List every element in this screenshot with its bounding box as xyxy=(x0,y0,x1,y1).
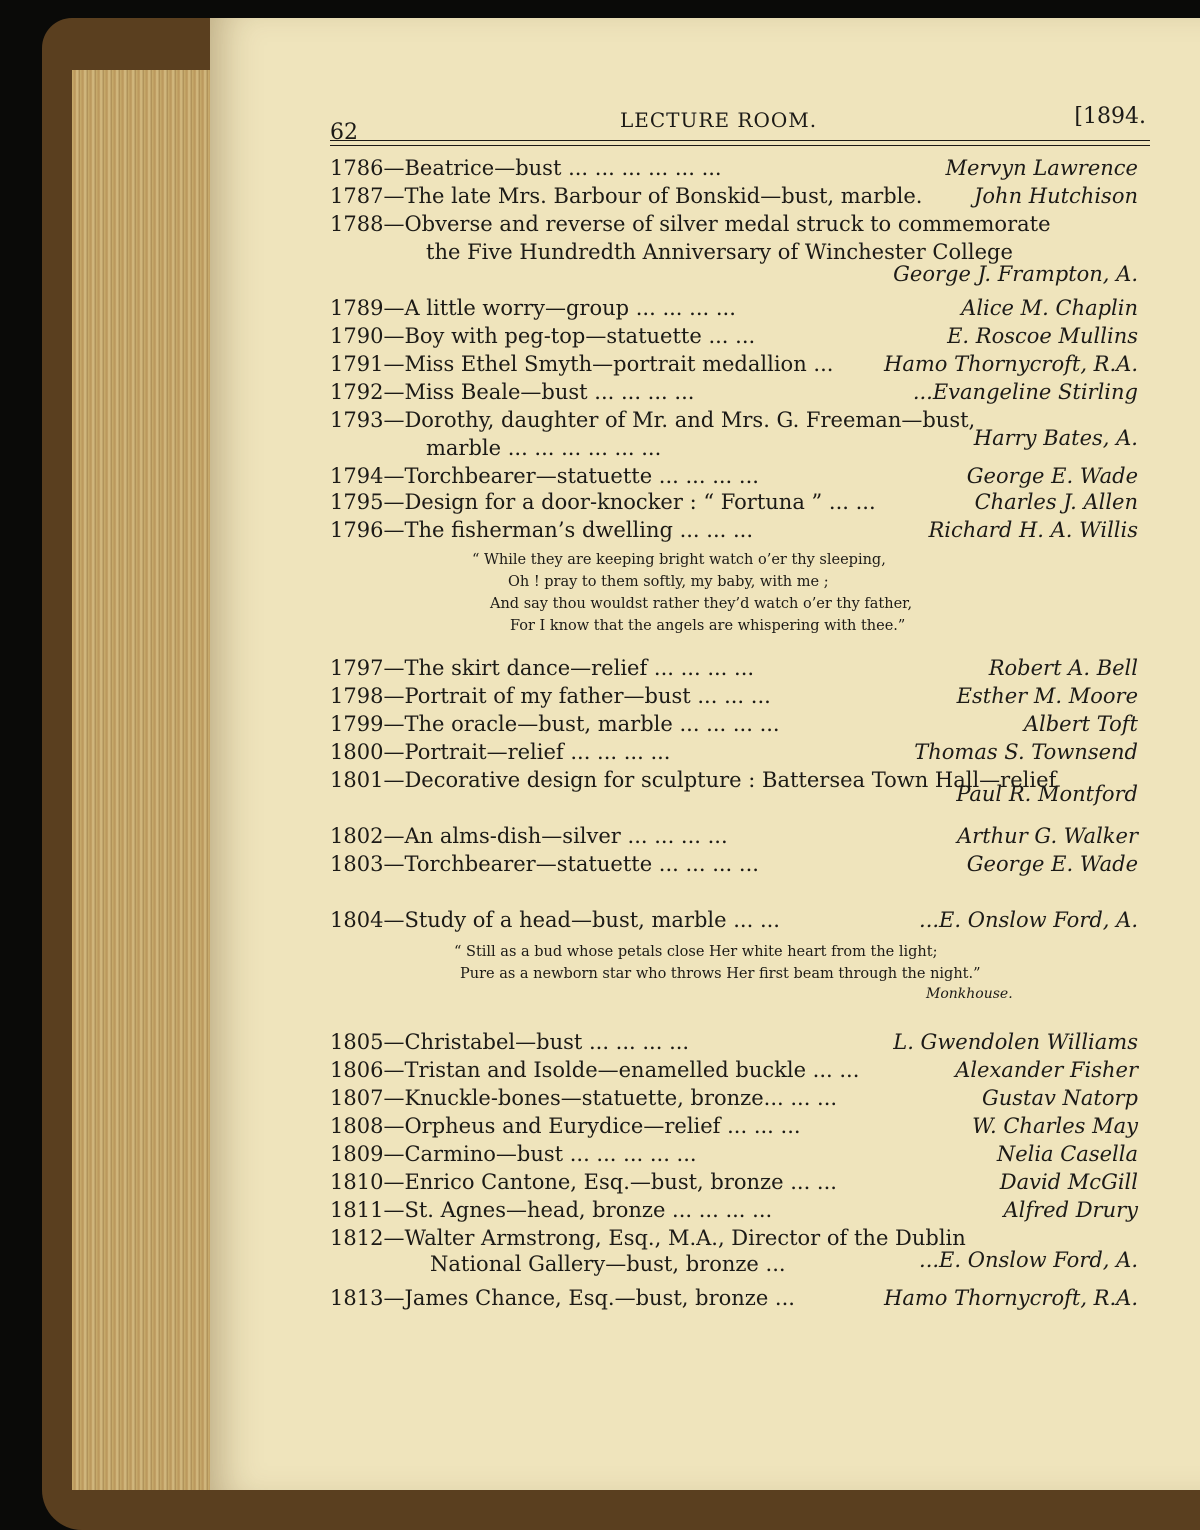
entry-artist: Hamo Thornycroft, R.A. xyxy=(884,1286,1138,1310)
catalogue-entry xyxy=(330,650,1138,680)
entry-number: 1800 xyxy=(330,740,384,764)
entry-artist: George E. Wade xyxy=(966,852,1138,876)
entry-artist: Thomas S. Townsend xyxy=(914,740,1138,764)
entry-title: —The oracle—bust, marble ... ... ... ... xyxy=(383,712,780,736)
page-edges xyxy=(72,70,232,1490)
entry-title: —A little worry—group ... ... ... ... xyxy=(383,296,736,320)
header-rule xyxy=(330,140,1150,141)
entry-title: —Portrait of my father—bust ... ... ... xyxy=(383,684,771,708)
entry-continuation: National Gallery—bust, bronze ... xyxy=(430,1252,786,1276)
entry-title: —Orpheus and Eurydice—relief ... ... ... xyxy=(383,1114,801,1138)
entry-number: 1790 xyxy=(330,324,384,348)
entry-title: —An alms-dish—silver ... ... ... ... xyxy=(383,824,728,848)
entry-title: —Design for a door-knocker : “ Fortuna ” ... ... xyxy=(383,490,876,514)
entry-continuation: the Five Hundredth Anniversary of Winchester College xyxy=(426,240,1013,264)
catalogue-entry xyxy=(330,1192,1138,1222)
running-year: [1894. xyxy=(1074,104,1146,129)
entry-number: 1807 xyxy=(330,1086,384,1110)
catalogue-entry xyxy=(330,1024,1138,1054)
entry-number: 1788 xyxy=(330,212,384,236)
entry-title: —Decorative design for sculpture : Battersea Town Hall—relief xyxy=(383,768,1057,792)
catalogue-entry xyxy=(330,706,1138,736)
entry-number: 1811 xyxy=(330,1198,384,1222)
entry-number: 1798 xyxy=(330,684,384,708)
entry-artist: Mervyn Lawrence xyxy=(945,156,1138,180)
entry-title: —The late Mrs. Barbour of Bonskid—bust, marble. xyxy=(383,184,923,208)
entry-artist: ...Evangeline Stirling xyxy=(912,380,1138,404)
catalogue-entry xyxy=(330,1280,1138,1310)
entry-number: 1802 xyxy=(330,824,384,848)
catalogue-entry xyxy=(330,902,1138,932)
quote-line: Pure as a newborn star who throws Her first beam through the night.” xyxy=(460,966,981,982)
entry-number: 1801 xyxy=(330,768,384,792)
entry-artist: Arthur G. Walker xyxy=(957,824,1138,848)
entry-title: —Walter Armstrong, Esq., M.A., Director of the Dublin xyxy=(383,1226,966,1250)
catalogue-entry xyxy=(330,512,1138,542)
entry-number: 1796 xyxy=(330,518,384,542)
entry-number: 1793 xyxy=(330,408,384,432)
quote-line: Oh ! pray to them softly, my baby, with me ; xyxy=(508,574,829,590)
catalogue-entry xyxy=(330,150,1138,180)
entry-title: —Tristan and Isolde—enamelled buckle ... ... xyxy=(383,1058,860,1082)
catalogue-entry xyxy=(330,1220,1138,1250)
entry-artist: Esther M. Moore xyxy=(956,684,1138,708)
entry-number: 1792 xyxy=(330,380,384,404)
entry-number: 1813 xyxy=(330,1286,384,1310)
entry-artist: Harry Bates, A. xyxy=(973,426,1138,450)
catalogue-entry xyxy=(330,846,1138,876)
entry-number: 1791 xyxy=(330,352,384,376)
running-title: LECTURE ROOM. xyxy=(620,108,818,132)
entry-title: —Knuckle-bones—statuette, bronze... ... ... xyxy=(383,1086,838,1110)
entry-artist: Paul R. Montford xyxy=(956,782,1138,806)
entry-title: —Beatrice—bust ... ... ... ... ... ... xyxy=(383,156,722,180)
entry-number: 1804 xyxy=(330,908,384,932)
entry-artist: Hamo Thornycroft, R.A. xyxy=(884,352,1138,376)
entry-number: 1809 xyxy=(330,1142,384,1166)
entry-artist: W. Charles May xyxy=(972,1114,1138,1138)
entry-artist: Alexander Fisher xyxy=(955,1058,1138,1082)
entry-title: —Miss Ethel Smyth—portrait medallion ... xyxy=(383,352,834,376)
entry-artist: George J. Frampton, A. xyxy=(893,262,1138,286)
entry-number: 1787 xyxy=(330,184,384,208)
entry-number: 1805 xyxy=(330,1030,384,1054)
entry-artist: John Hutchison xyxy=(973,184,1138,208)
catalogue-entry xyxy=(330,484,1138,514)
entry-number: 1803 xyxy=(330,852,384,876)
catalogue-entry xyxy=(330,1136,1138,1166)
entry-number: 1806 xyxy=(330,1058,384,1082)
entry-number: 1789 xyxy=(330,296,384,320)
entry-artist: Albert Toft xyxy=(1023,712,1138,736)
entry-number: 1797 xyxy=(330,656,384,680)
quote-line: “ Still as a bud whose petals close Her white heart from the light; xyxy=(454,944,938,960)
entry-number: 1799 xyxy=(330,712,384,736)
catalogue-entry xyxy=(330,678,1138,708)
header-rule-thin xyxy=(330,145,1150,146)
entry-title: —Boy with peg-top—statuette ... ... xyxy=(383,324,756,348)
quote-line: And say thou wouldst rather they’d watch o’er thy father, xyxy=(490,596,913,612)
catalogue-entry xyxy=(330,206,1138,236)
entry-artist: ...E. Onslow Ford, A. xyxy=(919,1248,1138,1272)
entry-number: 1795 xyxy=(330,490,384,514)
entry-number: 1810 xyxy=(330,1170,384,1194)
entry-title: —St. Agnes—head, bronze ... ... ... ... xyxy=(383,1198,773,1222)
catalogue-entry xyxy=(330,1080,1138,1110)
entry-number: 1794 xyxy=(330,464,384,488)
entry-artist: Gustav Natorp xyxy=(981,1086,1138,1110)
entry-artist: George E. Wade xyxy=(966,464,1138,488)
entry-artist: Richard H. A. Willis xyxy=(928,518,1138,542)
catalogue-entry xyxy=(330,734,1138,764)
entry-artist: David McGill xyxy=(999,1170,1138,1194)
entry-artist: Alice M. Chaplin xyxy=(961,296,1138,320)
entry-artist: L. Gwendolen Williams xyxy=(893,1030,1138,1054)
entry-title: —Torchbearer—statuette ... ... ... ... xyxy=(383,852,759,876)
entry-artist: Robert A. Bell xyxy=(988,656,1138,680)
catalogue-entry xyxy=(330,1164,1138,1194)
entry-artist: ...E. Onslow Ford, A. xyxy=(919,908,1138,932)
entry-artist: E. Roscoe Mullins xyxy=(947,324,1138,348)
catalogue-entry xyxy=(330,818,1138,848)
catalogue-entry xyxy=(330,374,1138,404)
entry-artist: Alfred Drury xyxy=(1003,1198,1138,1222)
entry-number: 1786 xyxy=(330,156,384,180)
entry-title: —Miss Beale—bust ... ... ... ... xyxy=(383,380,695,404)
entry-title: —Christabel—bust ... ... ... ... xyxy=(383,1030,690,1054)
entry-title: —Obverse and reverse of silver medal struck to commemorate xyxy=(383,212,1051,236)
entry-number: 1812 xyxy=(330,1226,384,1250)
entry-title: —Torchbearer—statuette ... ... ... ... xyxy=(383,464,759,488)
entry-title: —The skirt dance—relief ... ... ... ... xyxy=(383,656,755,680)
entry-number: 1808 xyxy=(330,1114,384,1138)
quote-line: “ While they are keeping bright watch o’er thy sleeping, xyxy=(472,552,886,568)
entry-title: —Study of a head—bust, marble ... ... xyxy=(383,908,780,932)
catalogue-entry xyxy=(330,178,1138,208)
entry-artist: Nelia Casella xyxy=(996,1142,1138,1166)
entry-title: —Carmino—bust ... ... ... ... ... xyxy=(383,1142,697,1166)
entry-title: —Enrico Cantone, Esq.—bust, bronze ... ... xyxy=(383,1170,837,1194)
catalogue-entry xyxy=(330,1052,1138,1082)
catalogue-entry xyxy=(330,290,1138,320)
entry-artist: Charles J. Allen xyxy=(974,490,1138,514)
entry-title: —Portrait—relief ... ... ... ... xyxy=(383,740,671,764)
page-number: 62 xyxy=(330,120,358,145)
catalogue-entry xyxy=(330,318,1138,348)
quote-line: For I know that the angels are whispering with thee.” xyxy=(510,618,906,634)
entry-title: —James Chance, Esq.—bust, bronze ... xyxy=(383,1286,795,1310)
catalogue-entry xyxy=(330,346,1138,376)
entry-continuation: marble ... ... ... ... ... ... xyxy=(426,436,662,460)
entry-title: —Dorothy, daughter of Mr. and Mrs. G. Freeman—bust, xyxy=(383,408,976,432)
quote-attribution: Monkhouse. xyxy=(926,986,1013,1002)
entry-title: —The fisherman’s dwelling ... ... ... xyxy=(383,518,754,542)
catalogue-entry xyxy=(330,1108,1138,1138)
